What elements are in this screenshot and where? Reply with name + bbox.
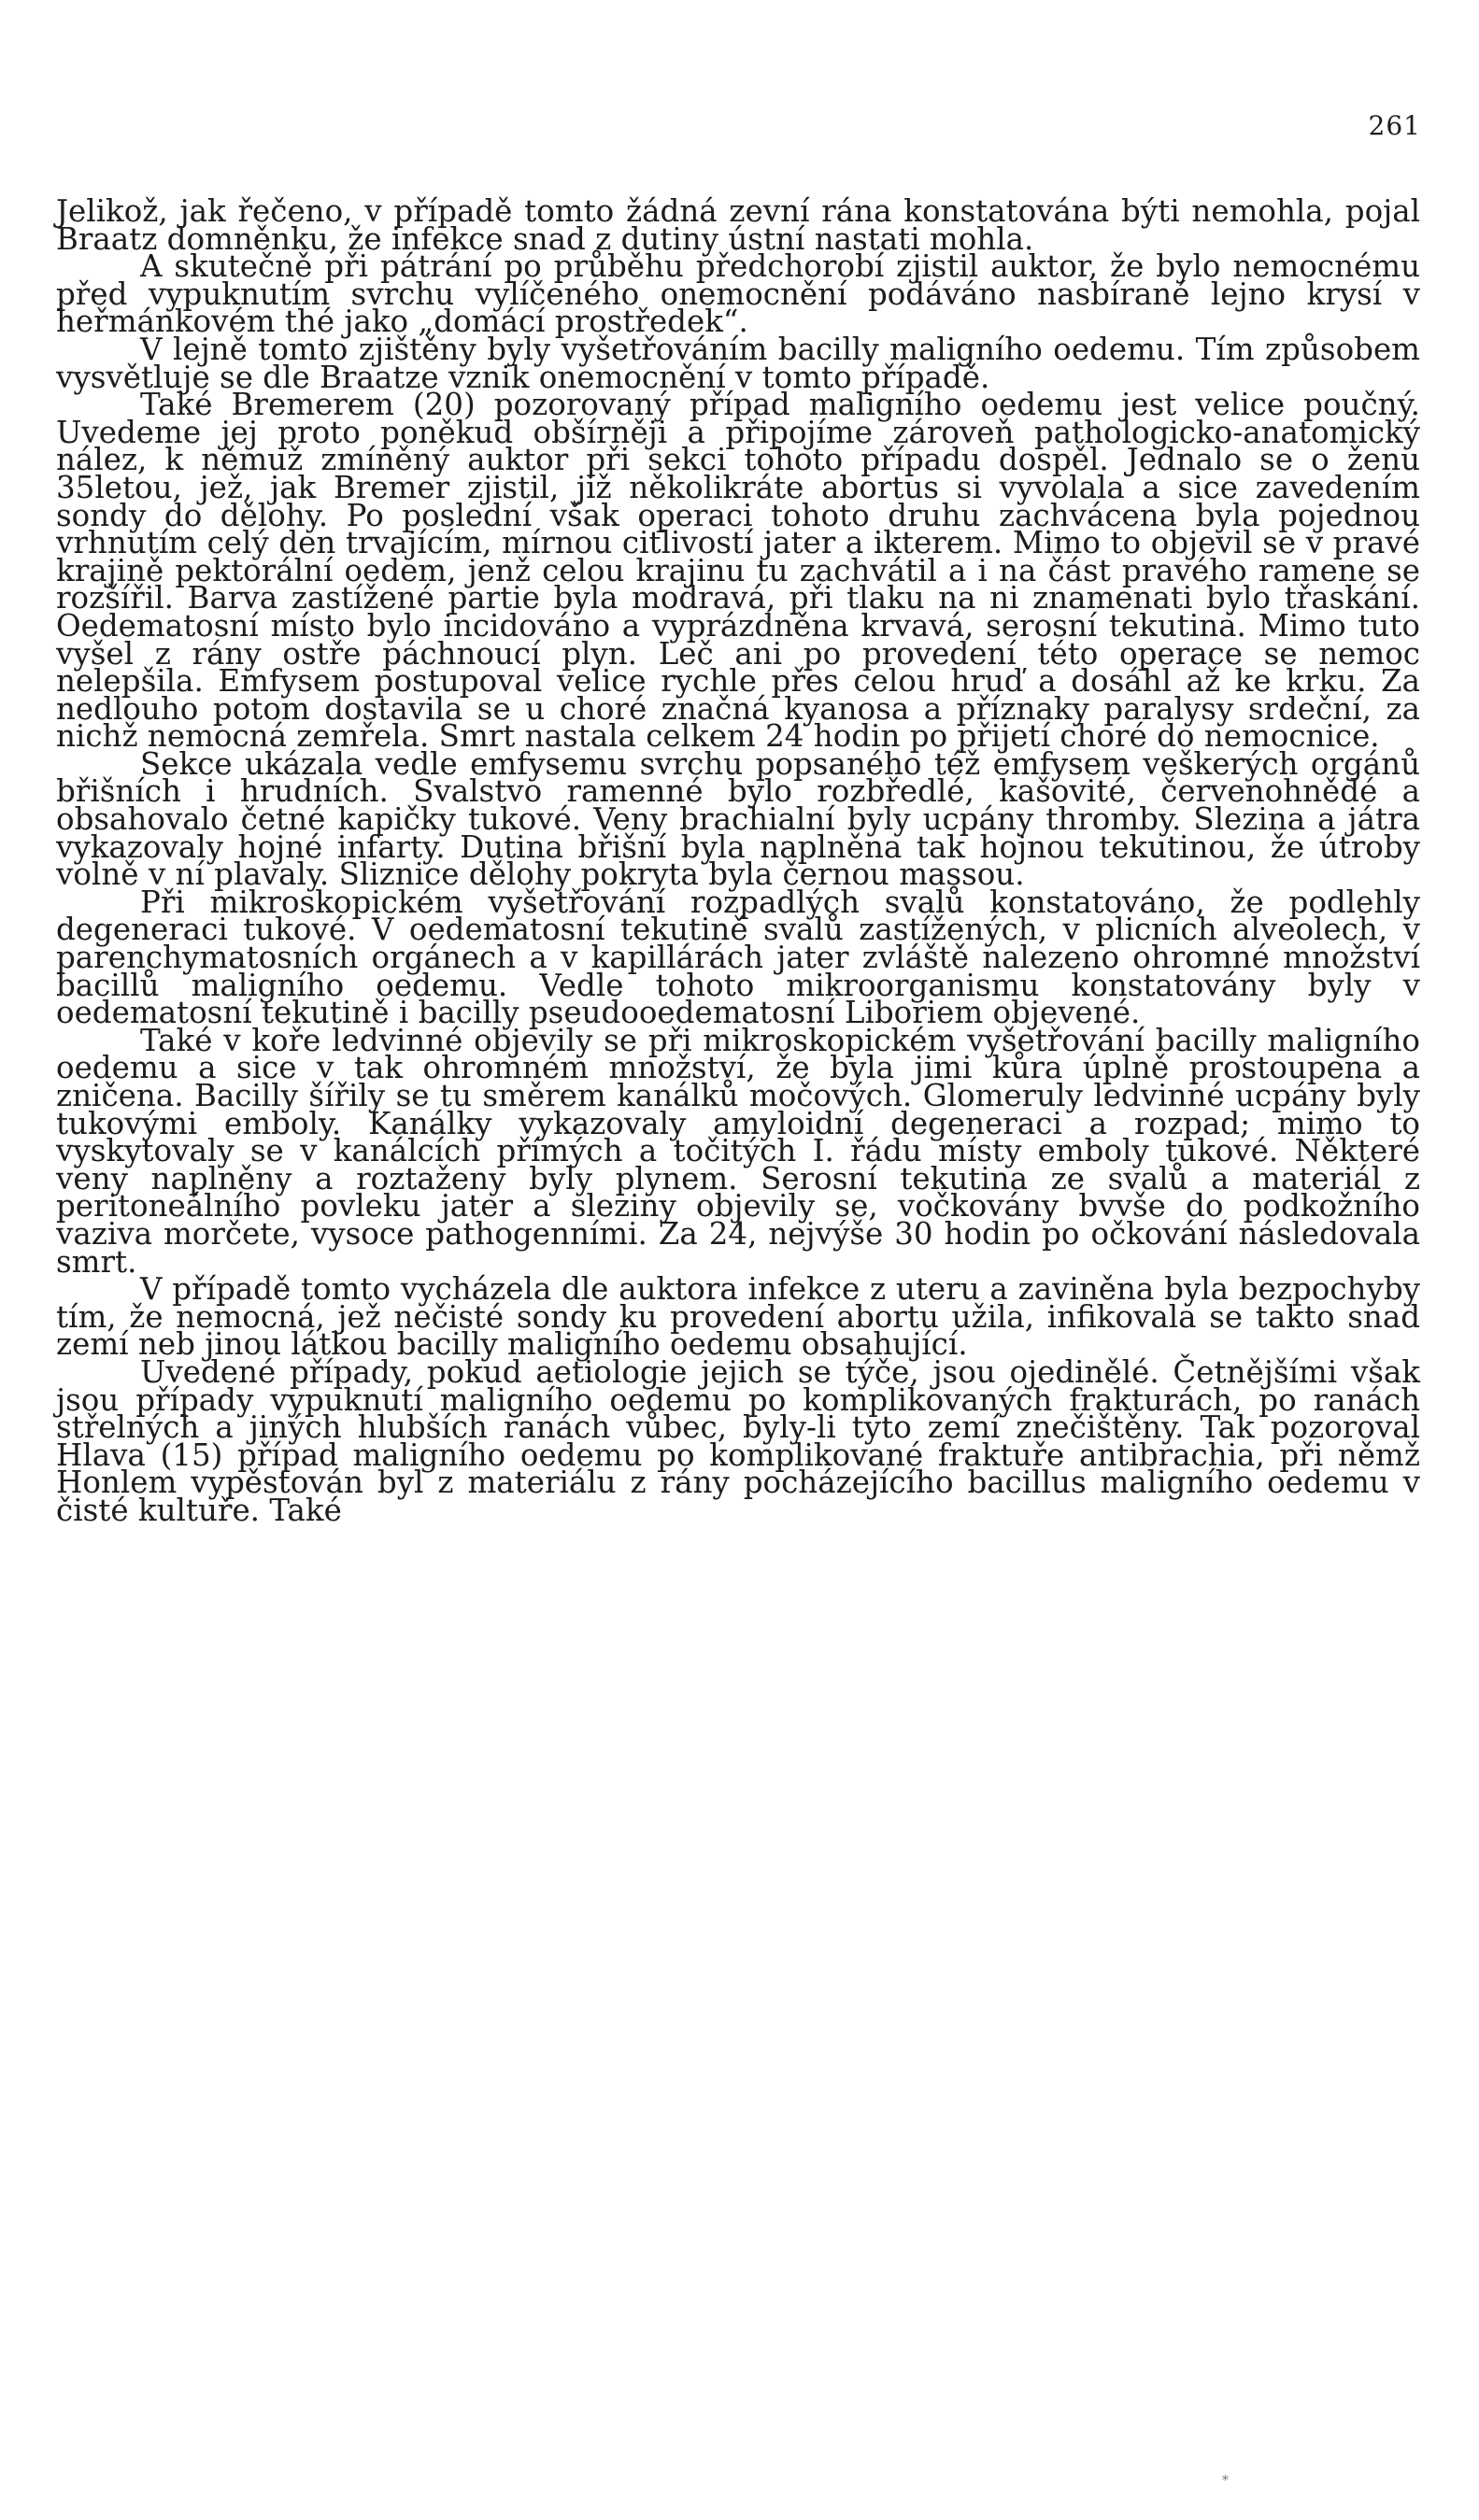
- paragraph: Jelikož, jak řečeno, v případě tomto žádná zevní rána konstatována býti nemohla, pojal Braatz domněnku, že infekce snad z dutiny ústní nastati mohla.: [56, 193, 1420, 257]
- paragraph: Uvedené případy, pokud aetiologie jejich se týče, jsou ojedinělé. Četnějšími však jsou případy vypuknutí maligního oedemu po komplikovaných frakturách, po ranách střelných a jiných hlubších ranách vůbec, byly-li tyto zemí znečištěny. Tak pozoroval Hlava (15) případ maligního oedemu po komplikované fraktuře antibrachia, při němž Honlem vypěstován byl z materiálu z rány pocházejícího bacillus maligního oedemu v čisté kultuře. Také: [56, 1353, 1420, 1528]
- paragraph: V případě tomto vycházela dle auktora infekce z uteru a zaviněna byla bezpochyby tím, že nemocná, jež nečisté sondy ku provedení abortu užila, infikovala se takto snad zemí neb jinou látkou bacilly maligního oedemu obsahující.: [56, 1271, 1420, 1363]
- body-text: [56, 193, 1420, 1528]
- paragraph: V lejně tomto zjištěny byly vyšetřováním bacilly maligního oedemu. Tím způsobem vysvětluje se dle Braatze vznik onemocnění v tomto případě.: [56, 331, 1420, 395]
- paragraph: Při mikroskopickém vyšetřování rozpadlých svalů konstatováno, že podlehly degeneraci tukové. V oedematosní tekutině svalů zastížených, v plicních alveolech, v parenchymatosních orgánech a v kapillárách jater zvláště nalezeno ohromné množství bacillů maligního oedemu. Vedle tohoto mikroorganismu konstatovány byly v oedematosní tekutině i bacilly pseudooedematosní Liboriem objevené.: [56, 884, 1420, 1031]
- paragraph: Také Bremerem (20) pozorovaný případ maligního oedemu jest velice poučný. Uvedeme jej proto poněkud obšírněji a připojíme zároveň pathologicko-anatomický nález, k němuž zmíněný auktor při sekci tohoto případu dospěl. Jednalo se o ženu 35letou, jež, jak Bremer zjistil, již několikráte abortus si vyvolala a sice zavedením sondy do dělohy. Po poslední však operaci tohoto druhu zachvácena byla pojednou vrhnutím celý den trvajícím, mírnou citlivostí jater a ikterem. Mimo to objevil se v pravé krajině pektorální oedem, jenž celou krajinu tu zachvátil a i na část pravého ramene se rozšířil. Barva zastížené partie byla modravá, při tlaku na ni znamenati bylo třaskání. Oedematosní místo bylo incidováno a vyprázdněna krvavá, serosní tekutina. Mimo tuto vyšel z rány ostře páchnoucí plyn. Leč ani po provedení této operace se nemoc nelepšila. Emfysem postupoval velice rychle přes celou hruď a dosáhl až ke krku. Za nedlouho potom dostavila se u choré značná kyanosa a příznaky paralysy srdeční, za nichž nemocná zemřela. Smrt nastala celkem 24 hodin po přijetí choré do nemocnice.: [56, 387, 1420, 755]
- paragraph: Sekce ukázala vedle emfysemu svrchu popsaného též emfysem veškerých orgánů břišních i hrudních. Svalstvo ramenné bylo rozbředlé, kašovité, červenohnědé a obsahovalo četné kapičky tukové. Veny brachialní byly ucpány thromby. Slezina a játra vykazovaly hojné infarty. Dutina břišní byla naplněna tak hojnou tekutinou, že útroby volně v ní plavaly. Sliznice dělohy pokryta byla černou massou.: [56, 745, 1420, 893]
- paragraph: A skutečně při pátrání po průběhu předchorobí zjistil auktor, že bylo nemocnému před vypuknutím svrchu vylíčeného onemocnění podáváno nasbírané lejno krysí v heřmánkovém thé jako „domácí prostředek“.: [56, 248, 1420, 340]
- print-mark: *: [1222, 2473, 1229, 2488]
- page-number: 261: [1368, 110, 1421, 141]
- paragraph: Také v koře ledvinné objevily se při mikroskopickém vyšetřování bacilly maligního oedemu a sice v tak ohromném množství, že byla jimi kůra úplně prostoupena a zničena. Bacilly šířily se tu směrem kanálků močových. Glomeruly ledvinné ucpány byly tukovými emboly. Kanálky vykazovaly amyloidní degeneraci a rozpad; mimo to vyskytovaly se v kanálcích přímých a točitých I. řádu místy emboly tukové. Některé veny naplněny a roztaženy byly plynem. Serosní tekutina ze svalů a materiál z peritoneálního povleku jater a sleziny objevily se, vočkovány bvvše do podkožního vaziva morčete, vysoce pathogenními. Za 24, nejvýše 30 hodin po očkování následovala smrt.: [56, 1022, 1420, 1280]
